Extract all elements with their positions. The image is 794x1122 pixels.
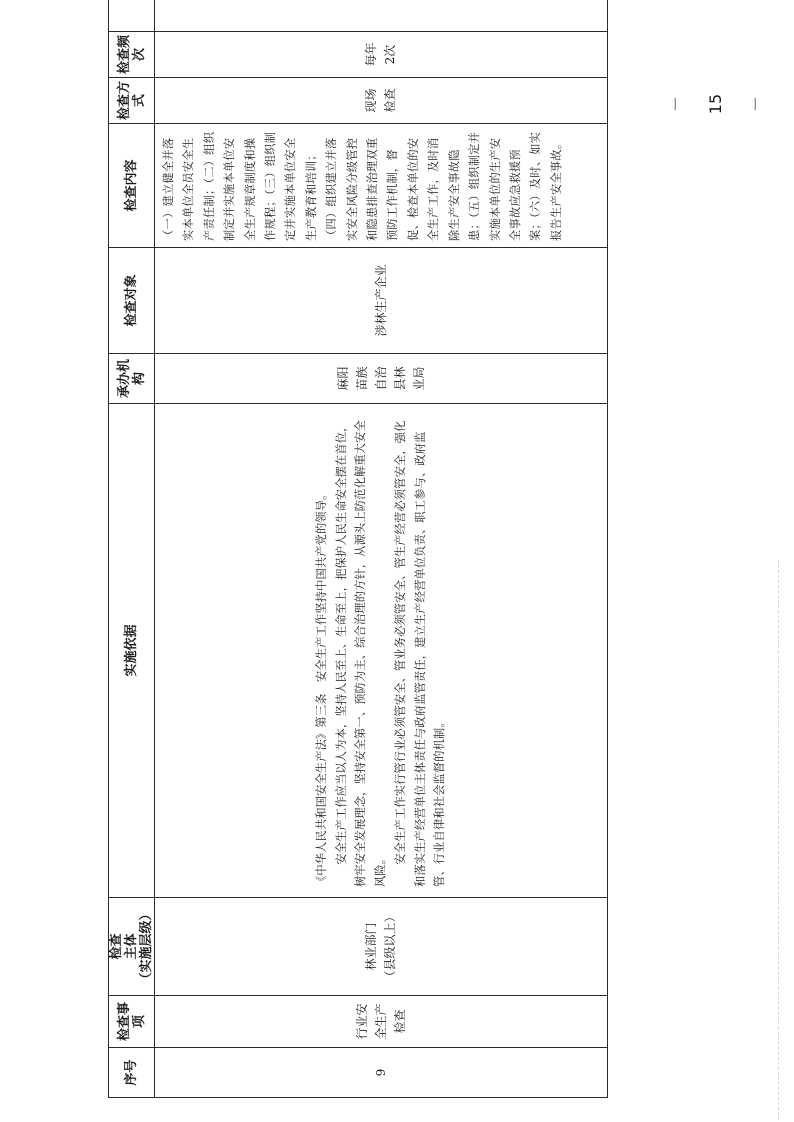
cell-note-line2 [381,0,400,31]
basis-paragraph-1: 《中华人民共和国安全生产法》第三条 安全生产工作坚持中国共产党的领导。 [314,488,328,887]
inspection-table-rotated [108,18,608,1098]
col-header-subject-line3: （实施层级） [139,907,154,986]
cell-note-line1 [362,0,381,31]
cell-org-line5: 业局 [411,366,426,391]
cell-basis [155,404,608,898]
basis-paragraph-3: 安全生产工作实行管行业必须管安全、管业务必须管安全、管生产经营必须管安全，强化和落实生产经营单位主体责任与政府监管责任，建立生产经营单位负责、职工参与、政府监管、行业自律和社会监督的机制。 [394,420,447,887]
table-row [155,0,608,1098]
cell-item-line3: 检查 [392,1009,407,1034]
cell-item-line1: 行业安 [354,1003,369,1040]
col-header-freq: 检查频次 [109,32,155,78]
cell-no: 9 [155,1048,608,1098]
cell-note [155,0,608,32]
cell-item [155,996,608,1048]
col-header-basis: 实施依据 [109,404,155,898]
cell-org [155,354,608,404]
col-header-subject-line1: 检查 [109,933,124,960]
cell-method [155,78,608,124]
cell-subject-line1: 林业部门 [364,922,378,971]
col-header-item: 检查事项 [109,996,155,1048]
inspection-table [108,0,608,1098]
cell-subject [155,898,608,996]
col-header-method: 检查方式 [109,78,155,124]
cell-content: （一）建立健全并落实本单位全员安全生产责任制；（二）组织制定并实施本单位安全生产规章制度和操作规程；（三）组织制定并实施本单位安全生产教育和培训；（四）组织建立并落实安全风险分级管控和隐患排查治理双重预防工作机制，督促、检查本单位的安全生产工作，及时消除生产安全事故隐患；（五）组织制定并实施本单位的生产安全事故应急救援预案；（六）及时、如实报告生产安全事故。 [155,124,608,248]
scan-edge-marks [778,560,783,1120]
cell-freq [155,32,608,78]
page-number: － 15 － [666,93,765,115]
col-header-no: 序号 [109,1048,155,1098]
cell-target: 涉林生产企业 [155,248,608,354]
cell-org-line4: 县林 [392,366,407,391]
col-header-subject [109,898,155,996]
cell-method-line2: 检查 [383,88,397,113]
col-header-note [109,0,155,32]
cell-org-line2: 苗族 [354,366,369,391]
header-row [109,0,155,1098]
cell-method-line1: 现场 [364,88,378,113]
cell-subject-line2: （县级以上） [383,910,397,983]
cell-freq-line1: 每年 [364,42,378,67]
cell-item-line2: 全生产 [373,1003,388,1040]
col-header-content: 检查内容 [109,124,155,248]
basis-paragraph-2: 安全生产工作应当以人为本，坚持人民至上、生命至上，把保护人民生命安全摆在首位，树牢安全发展理念，坚持安全第一、预防为主、综合治理的方针，从源头上防范化解重大安全风险。 [334,420,387,887]
cell-freq-line2: 2次 [383,44,397,65]
cell-org-line3: 自治 [373,366,388,391]
col-header-subject-line2: 主体 [124,933,139,960]
col-header-target: 检查对象 [109,248,155,354]
col-header-org: 承办机构 [109,354,155,404]
cell-org-line1: 麻阳 [335,366,350,391]
